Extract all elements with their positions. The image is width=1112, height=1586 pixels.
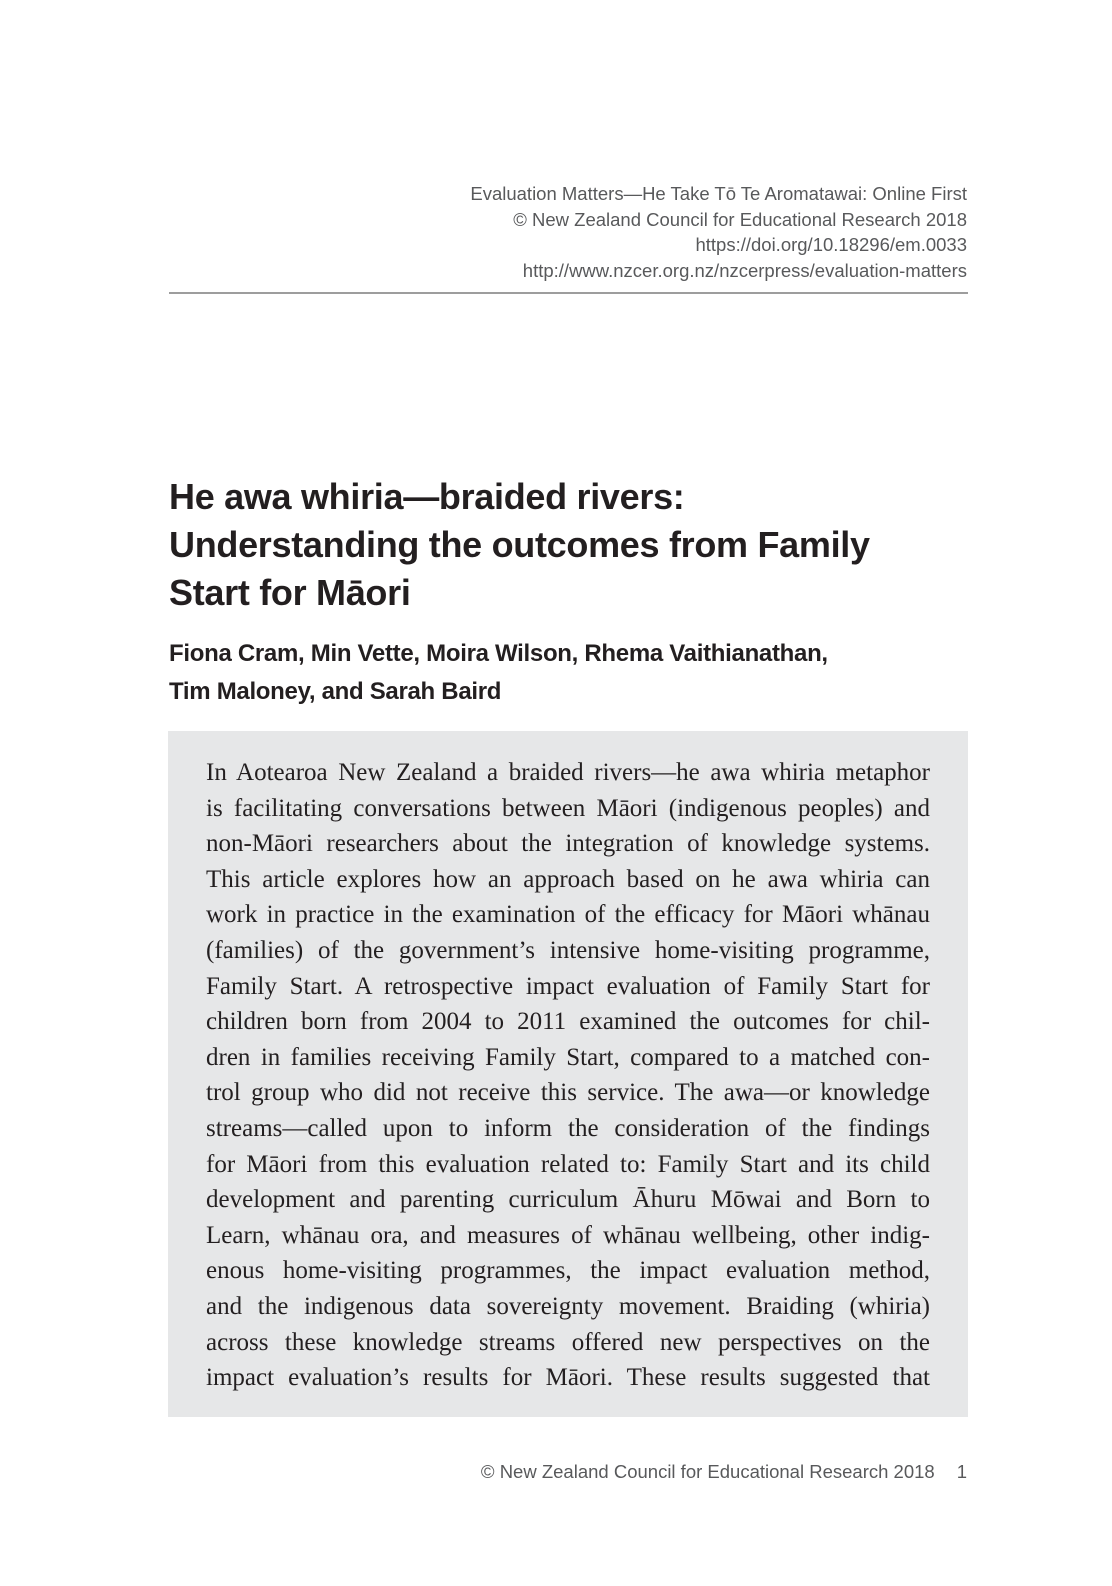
title-line: Start for Māori: [169, 572, 411, 613]
abstract-line: for Māori from this evaluation related to: Family Start and its child: [206, 1150, 930, 1178]
page-number: 1: [956, 1461, 967, 1482]
abstract-line: is facilitating conversations between Māori (indigenous peoples) and: [206, 794, 930, 822]
abstract-line: and the indigenous data sovereignty movement. Braiding (whiria): [206, 1292, 930, 1320]
abstract-line: In Aotearoa New Zealand a braided rivers—he awa whiria metaphor: [206, 759, 930, 786]
title-line: Understanding the outcomes from Family: [169, 524, 870, 565]
journal-url-link[interactable]: http://www.nzcer.org.nz/nzcerpress/evaluation-matters: [522, 259, 967, 281]
abstract-line: Learn, whānau ora, and measures of whānau wellbeing, other indig-: [206, 1221, 930, 1249]
abstract-line: children born from 2004 to 2011 examined the outcomes for chil-: [206, 1008, 930, 1036]
abstract-line: This article explores how an approach based on he awa whiria can: [206, 865, 930, 893]
abstract-line: streams—called upon to inform the consideration of the findings: [206, 1114, 930, 1142]
masthead-copyright: © New Zealand Council for Educational Research 2018: [513, 208, 967, 230]
abstract-line: impact evaluation’s results for Māori. These results suggested that: [206, 1364, 930, 1392]
author-line: Tim Maloney, and Sarah Baird: [169, 678, 502, 705]
abstract-line: work in practice in the examination of the efficacy for Māori whānau: [206, 901, 930, 929]
doi-link[interactable]: https://doi.org/10.18296/em.0033: [695, 234, 967, 255]
title-line: He awa whiria—braided rivers:: [169, 476, 685, 517]
abstract-line: across these knowledge streams offered new perspectives on the: [206, 1328, 930, 1356]
abstract-line: Family Start. A retrospective impact evaluation of Family Start for: [206, 972, 930, 1000]
abstract-line: enous home-visiting programmes, the impact evaluation method,: [206, 1257, 930, 1285]
page-footer: [167, 1459, 967, 1485]
journal-title: Evaluation Matters—He Take Tō Te Aromatawai: Online First: [470, 183, 967, 204]
footer-copyright: © New Zealand Council for Educational Research 2018: [480, 1461, 935, 1482]
abstract-line: non-Māori researchers about the integration of knowledge systems.: [206, 830, 930, 858]
abstract-line: dren in families receiving Family Start, compared to a matched con-: [206, 1043, 930, 1071]
author-list: [169, 635, 969, 711]
article-title: [169, 473, 969, 617]
header-divider: [169, 292, 968, 294]
abstract-line: (families) of the government’s intensive home-visiting programme,: [206, 936, 930, 964]
abstract-line: development and parenting curriculum Āhuru Mōwai and Born to: [206, 1186, 930, 1214]
journal-masthead: [167, 181, 967, 283]
author-line: Fiona Cram, Min Vette, Moira Wilson, Rhema Vaithianathan,: [169, 640, 828, 667]
abstract-text: [206, 755, 930, 1396]
abstract-line: trol group who did not receive this service. The awa—or knowledge: [206, 1079, 930, 1107]
